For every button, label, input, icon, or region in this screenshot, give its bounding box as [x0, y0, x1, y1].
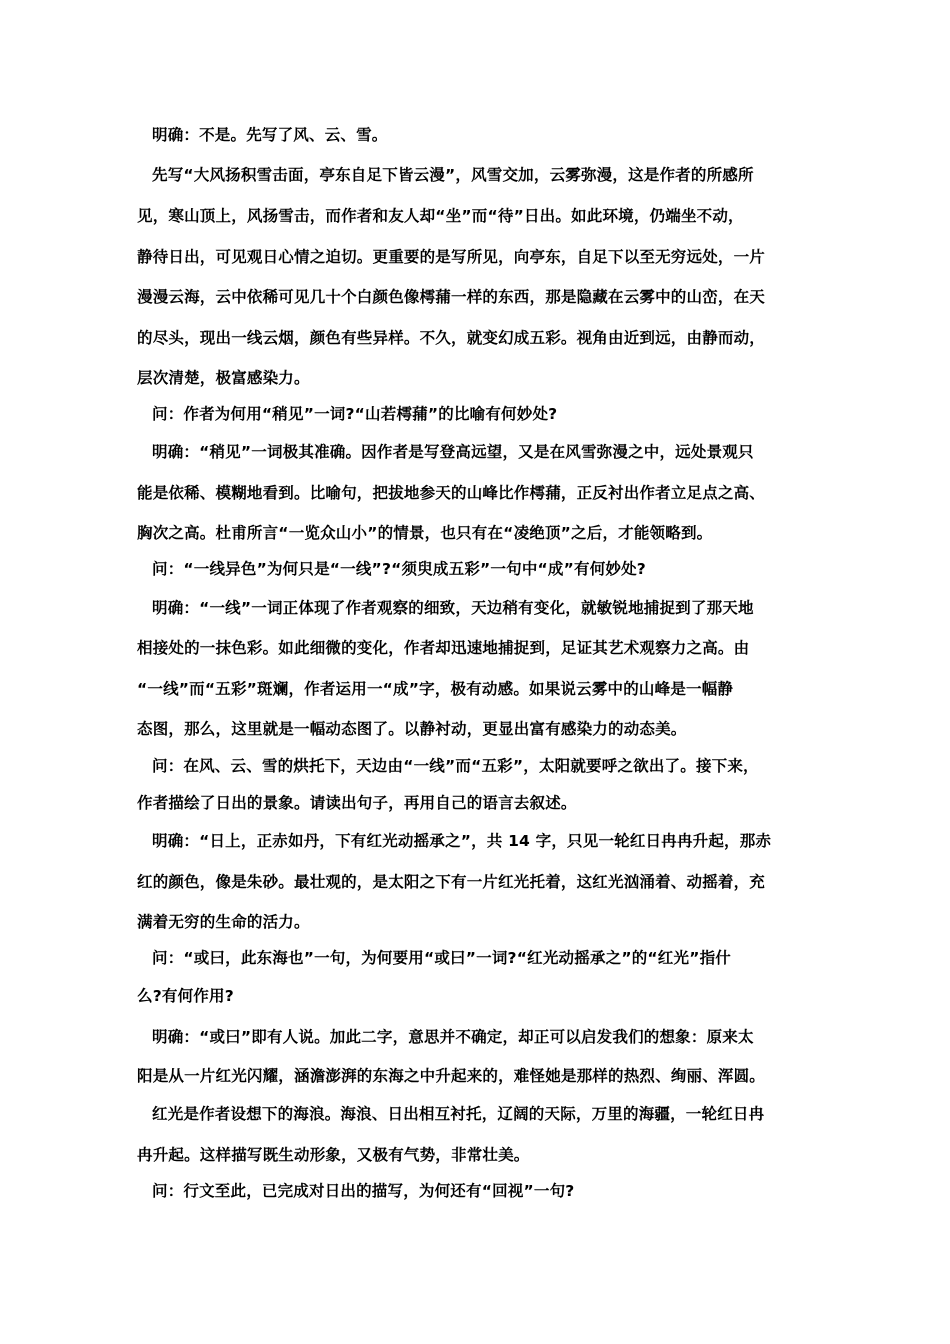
text-line: 胸次之高。杜甫所言“一览众山小”的情景，也只有在“凌绝顶”之后，才能领略到。 [137, 524, 713, 542]
text-line: 明确：“一线”一词正体现了作者观察的细致，天边稍有变化，就敏锐地捕捉到了那天地 [152, 599, 754, 617]
text-line: 先写“大风扬积雪击面，亭东自足下皆云漫”，风雪交加，云雾弥漫，这是作者的所感所 [152, 166, 754, 184]
text-line: 问：“一线异色”为何只是“一线”?“须臾成五彩”一句中“成”有何妙处? [152, 560, 646, 578]
text-line: 作者描绘了日出的景象。请读出句子，再用自己的语言去叙述。 [137, 794, 577, 812]
text-line: 问：作者为何用“稍见”一词?“山若樗蒱”的比喻有何妙处? [152, 405, 558, 423]
text-line: 问：在风、云、雪的烘托下，天边由“一线”而“五彩”，太阳就要呼之欲出了。接下来， [152, 757, 759, 775]
text-line: 红光是作者设想下的海浪。海浪、日出相互衬托，辽阔的天际，万里的海疆，一轮红日冉 [152, 1105, 765, 1123]
text-line: 能是依稀、模糊地看到。比喻句，把拔地参天的山峰比作樗蒱，正反衬出作者立足点之高、 [137, 484, 766, 502]
text-line: 明确：“稍见”一词极其准确。因作者是写登高远望，又是在风雪弥漫之中，远处景观只 [152, 443, 754, 461]
text-line: 明确：“或曰”即有人说。加此二字，意思并不确定，却正可以启发我们的想象：原来太 [152, 1028, 754, 1046]
text-line: 红的颜色，像是朱砂。最壮观的，是太阳之下有一片红光托着，这红光汹涌着、动摇着，充 [137, 873, 766, 891]
text-line: 么?有何作用? [137, 987, 234, 1005]
text-line: 问：“或曰，此东海也”一句，为何要用“或曰”一词?“红光动摇承之”的“红光”指什 [152, 949, 731, 967]
text-line: 层次清楚，极富感染力。 [137, 369, 310, 387]
text-line: 问：行文至此，已完成对日出的描写，为何还有“回视”一句? [152, 1182, 575, 1200]
text-line: 静待日出，可见观日心情之迫切。更重要的是写所见，向亭东，自足下以至无穷远处，一片 [137, 248, 766, 266]
text-line: 满着无穷的生命的活力。 [137, 913, 310, 931]
text-line: 漫漫云海，云中依稀可见几十个白颜色像樗蒱一样的东西，那是隐藏在云雾中的山峦，在天 [137, 288, 766, 306]
text-line: 态图，那么，这里就是一幅动态图了。以静衬动，更显出富有感染力的动态美。 [137, 720, 687, 738]
text-line: 见，寒山顶上，风扬雪击，而作者和友人却“坐”而“待”日出。如此环境，仍端坐不动， [137, 207, 744, 225]
text-line: “一线”而“五彩”斑斓，作者运用一“成”字，极有动感。如果说云雾中的山峰是一幅静 [137, 680, 734, 698]
text-line: 明确：不是。先写了风、云、雪。 [152, 126, 388, 144]
text-line: 冉升起。这样描写既生动形象，又极有气势，非常壮美。 [137, 1146, 530, 1164]
text-line: 阳是从一片红光闪耀，涵澹澎湃的东海之中升起来的，难怪她是那样的热烈、绚丽、浑圆。 [137, 1067, 766, 1085]
text-line: 的尽头，现出一线云烟，颜色有些异样。不久，就变幻成五彩。视角由近到远，由静而动， [137, 329, 766, 347]
text-line: 明确：“日上，正赤如丹，下有红光动摇承之”，共 14 字，只见一轮红日冉冉升起，那赤 [152, 832, 772, 850]
text-line: 相接处的一抹色彩。如此细微的变化，作者却迅速地捕捉到，足证其艺术观察力之高。由 [137, 639, 750, 657]
